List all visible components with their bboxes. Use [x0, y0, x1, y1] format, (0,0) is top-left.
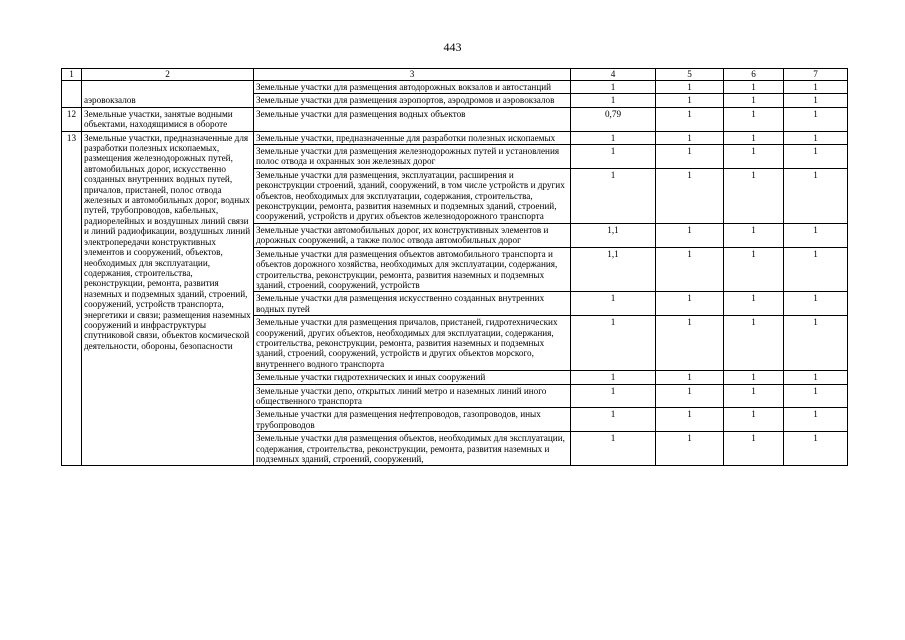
land-use-type: Земельные участки для размещения аэропортов, аэродромов и аэровокзалов: [254, 94, 571, 107]
land-use-type: Земельные участки депо, открытых линий метро и наземных линий иного общественного транспорта: [254, 384, 571, 408]
land-use-type: Земельные участки для размещения автодорожных вокзалов и автостанций: [254, 81, 571, 94]
group-number: 12: [62, 107, 82, 131]
coefficient-value: 1: [784, 292, 848, 316]
coefficient-value: 1: [571, 81, 656, 94]
land-category: Земельные участки, занятые водными объектами, находящимися в обороте: [82, 107, 254, 131]
coefficient-value: 1: [784, 408, 848, 432]
coefficient-value: 1: [784, 131, 848, 144]
table-row: [62, 107, 848, 131]
coefficient-value: 1: [724, 384, 784, 408]
column-header: 7: [784, 69, 848, 81]
coefficient-value: 1: [571, 408, 656, 432]
column-header: 1: [62, 69, 82, 81]
coefficient-value: 1: [656, 292, 724, 316]
coefficient-value: 1: [656, 223, 724, 247]
coefficient-value: 1: [784, 145, 848, 169]
table-body: [62, 69, 848, 466]
coefficient-value: 1: [656, 247, 724, 292]
coefficient-value: 1: [656, 131, 724, 144]
coefficient-value: 1: [656, 81, 724, 94]
land-use-type: Земельные участки, предназначенные для разработки полезных ископаемых: [254, 131, 571, 144]
coefficient-value: 1: [571, 131, 656, 144]
land-use-type: Земельные участки для размещения железнодорожных путей и установления полос отвода и охранных зон железных дорог: [254, 145, 571, 169]
column-header: 6: [724, 69, 784, 81]
land-use-type: Земельные участки для размещения объектов, необходимых для эксплуатации, содержания, строительства, реконструкции, ремонта, развития наземных и подземных зданий, строений, сооружений,: [254, 432, 571, 466]
coefficient-value: 1,1: [571, 223, 656, 247]
column-header: 3: [254, 69, 571, 81]
coefficient-value: 1: [656, 145, 724, 169]
coefficient-value: 1: [784, 247, 848, 292]
table-row: [62, 81, 848, 94]
coefficient-value: 1: [724, 292, 784, 316]
coefficient-value: 1: [724, 81, 784, 94]
coefficient-value: 1: [784, 371, 848, 384]
land-use-type: Земельные участки для размещения искусственно созданных внутренних водных путей: [254, 292, 571, 316]
land-use-type: Земельные участки для размещения водных объектов: [254, 107, 571, 131]
coefficient-value: 1: [784, 316, 848, 371]
coefficient-value: 1: [571, 292, 656, 316]
page-number: 443: [443, 40, 462, 54]
coefficient-value: 1: [724, 145, 784, 169]
coefficient-value: 1: [571, 145, 656, 169]
coefficient-value: 1: [656, 371, 724, 384]
group-number: 13: [62, 131, 82, 466]
coefficient-value: 1: [724, 371, 784, 384]
coefficient-value: 1: [656, 107, 724, 131]
group-number: [62, 81, 82, 108]
coefficient-value: 1: [656, 432, 724, 466]
coefficient-value: 1: [571, 168, 656, 223]
column-header: 4: [571, 69, 656, 81]
coefficients-table: [61, 68, 848, 466]
land-use-type: Земельные участки для размещения нефтепроводов, газопроводов, иных трубопроводов: [254, 408, 571, 432]
coefficient-value: 1: [571, 384, 656, 408]
coefficient-value: 1: [571, 371, 656, 384]
land-use-type: Земельные участки для размещения объектов автомобильного транспорта и объектов дорожного хозяйства, необходимых для эксплуатации, содержания, строительства, реконструкции, ремонта, развития наземных и подземных зданий, строений, сооружений, устройств: [254, 247, 571, 292]
coefficient-value: 1: [784, 223, 848, 247]
coefficient-value: 1: [656, 384, 724, 408]
coefficient-value: 1: [724, 247, 784, 292]
coefficient-value: 1: [724, 223, 784, 247]
coefficient-value: 1: [571, 316, 656, 371]
coefficient-value: 1: [724, 408, 784, 432]
column-header: 5: [656, 69, 724, 81]
land-category: аэровокзалов: [82, 81, 254, 108]
land-category: Земельные участки, предназначенные для разработки полезных ископаемых, размещения железнодорожных путей, автомобильных дорог, искусственно созданных внутренних водных путей, причалов, пристаней, полос отвода железных и автомобильных дорог, водных путей, трубопроводов, кабельных, радиорелейных и воздушных линий связи и линий радиофикации, воздушных линий электропередачи конструктивных элементов и сооружений, объектов, необходимых для эксплуатации, содержания, строительства, реконструкции, ремонта, развития наземных и подземных зданий, строений, сооружений, устройств транспорта, энергетики и связи; размещения наземных сооружений и инфраструктуры спутниковой связи, объектов космической деятельности, обороны, безопасности: [82, 131, 254, 466]
coefficient-value: 1: [656, 168, 724, 223]
coefficient-value: 1: [724, 107, 784, 131]
coefficient-value: 1: [784, 107, 848, 131]
coefficient-value: 1: [784, 168, 848, 223]
column-number-row: [62, 69, 848, 81]
coefficient-value: 1: [784, 81, 848, 94]
land-use-type: Земельные участки для размещения, эксплуатации, расширения и реконструкции строений, зданий, сооружений, в том числе устройств и других объектов, необходимых для эксплуатации, содержания, строительства, реконструкции, ремонта, развития наземных и подземных зданий, строений, сооружений, устройств и других объектов железнодорожного транспорта: [254, 168, 571, 223]
coefficient-value: 1: [724, 316, 784, 371]
land-use-type: Земельные участки гидротехнических и иных сооружений: [254, 371, 571, 384]
coefficient-value: 1: [784, 432, 848, 466]
land-use-type: Земельные участки автомобильных дорог, их конструктивных элементов и дорожных сооружений, а также полос отвода автомобильных дорог: [254, 223, 571, 247]
coefficient-value: 1: [656, 94, 724, 107]
coefficient-value: 1: [724, 131, 784, 144]
table-row: [62, 131, 848, 144]
land-use-type: Земельные участки для размещения причалов, пристаней, гидротехнических сооружений, других объектов, необходимых для эксплуатации, содержания, строительства, реконструкции, ремонта, развития наземных и подземных зданий, строений, сооружений, устройств и других объектов морского, внутреннего водного транспорта: [254, 316, 571, 371]
coefficient-value: 1: [784, 94, 848, 107]
coefficient-value: 1: [724, 94, 784, 107]
column-header: 2: [82, 69, 254, 81]
coefficient-value: 1: [656, 408, 724, 432]
coefficient-value: 1: [784, 384, 848, 408]
coefficient-value: 1: [724, 168, 784, 223]
coefficient-value: 0,79: [571, 107, 656, 131]
coefficient-value: 1: [571, 432, 656, 466]
coefficient-value: 1: [724, 432, 784, 466]
coefficient-value: 1,1: [571, 247, 656, 292]
coefficient-value: 1: [571, 94, 656, 107]
coefficient-value: 1: [656, 316, 724, 371]
